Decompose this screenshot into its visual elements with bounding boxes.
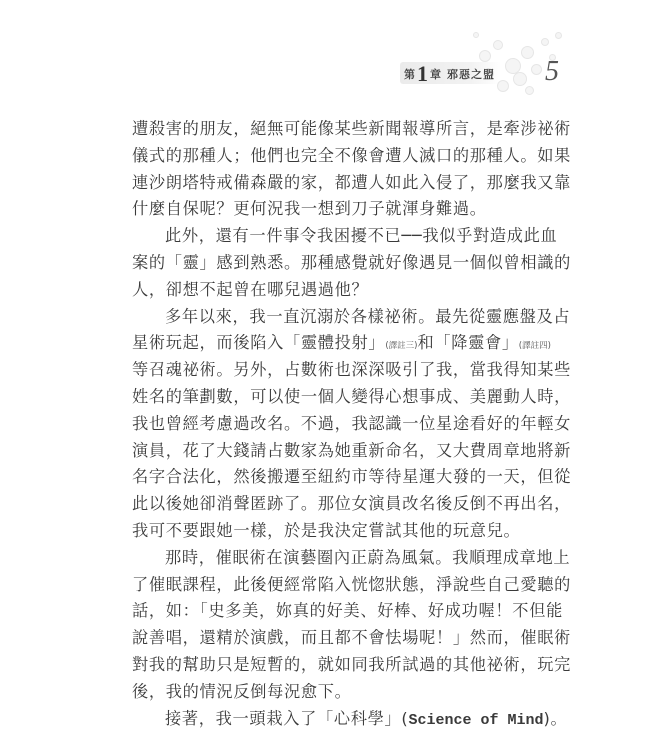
- chapter-suffix: 章: [430, 68, 441, 81]
- text-line: 等召魂祕術。另外，占數術也深深吸引了我，當我得知某些: [132, 360, 572, 380]
- text-line: 連沙朗塔特戒備森嚴的家，都遭人如此入侵了，那麼我又靠: [132, 172, 572, 192]
- text-segment: )。: [543, 708, 568, 728]
- translator-note-3: (譯註三): [385, 341, 418, 352]
- text-line: 姓名的筆劃數，可以使一個人變得心想事成、美麗動人時，: [132, 386, 572, 406]
- running-head: [400, 62, 501, 84]
- text-line: 說善唱，還精於演戲，而且都不會怯場呢！」然而，催眠術: [132, 628, 572, 648]
- text-line: 什麼自保呢？更何況我一想到刀子就渾身難過。: [132, 199, 487, 219]
- paragraph: [132, 706, 568, 733]
- text-line: 對我的幫助只是短暫的，就如同我所試過的其他祕術，玩完: [132, 654, 572, 674]
- chapter-prefix: 第: [404, 68, 415, 81]
- paragraph: [132, 545, 572, 706]
- text-line: 名字合法化，然後搬遷至紐約市等待星運大發的一天，但從: [132, 467, 572, 487]
- text-line: 多年以來，我一直沉溺於各樣祕術。最先從靈應盤及占: [165, 306, 571, 326]
- text-line: 此外，還有一件事令我困擾不已──我似乎對造成此血: [165, 226, 558, 246]
- paragraph: [132, 116, 572, 223]
- body-text: [132, 116, 572, 732]
- text-line: 我可不要跟她一樣，於是我決定嘗試其他的玩意兒。: [132, 520, 521, 540]
- text-line: 案的「靈」感到熟悉。那種感覺就好像遇見一個似曾相識的: [132, 252, 572, 272]
- text-line: [132, 706, 568, 733]
- text-segment: 星術玩起，而後陷入「靈體投射」: [132, 333, 386, 353]
- chapter-title: 邪惡之盟: [447, 68, 495, 81]
- text-line: 人，卻想不起曾在哪兒遇過他？: [132, 279, 369, 299]
- text-line: 遭殺害的朋友，絕無可能像某些新聞報導所言，是牽涉祕術: [132, 119, 572, 138]
- english-term: Science of Mind: [408, 711, 544, 729]
- text-line: 儀式的那種人；他們也完全不像會遭人滅口的那種人。如果: [132, 145, 572, 165]
- text-line: 話，如：「史多美，妳真的好美、好棒、好成功喔！不但能: [132, 601, 563, 621]
- text-line: 我也曾經考慮過改名。不過，我認識一位星途看好的年輕女: [132, 413, 572, 433]
- text-line: 此以後她卻消聲匿跡了。那位女演員改名後反倒不再出名，: [132, 494, 572, 514]
- text-line: 了催眠課程，此後便經常陷入恍惚狀態，淨說些自己愛聽的: [132, 574, 572, 594]
- chapter-number: 1: [417, 61, 428, 86]
- text-segment: 接著，我一頭栽入了「心科學」(: [165, 708, 409, 728]
- text-line: 演員，花了大錢請占數家為她重新命名，又大費周章地將新: [132, 440, 572, 460]
- paragraph: [132, 223, 572, 303]
- paragraph: [132, 304, 572, 545]
- text-line: [132, 330, 551, 357]
- text-line: 後，我的情況反倒每況愈下。: [132, 681, 352, 701]
- translator-note-4: (譯註四): [518, 341, 551, 352]
- text-line: 那時，催眠術在演藝圈內正蔚為風氣。我順理成章地上: [165, 547, 571, 567]
- text-segment: 和「降靈會」: [417, 333, 519, 353]
- page-number: 5: [545, 56, 559, 87]
